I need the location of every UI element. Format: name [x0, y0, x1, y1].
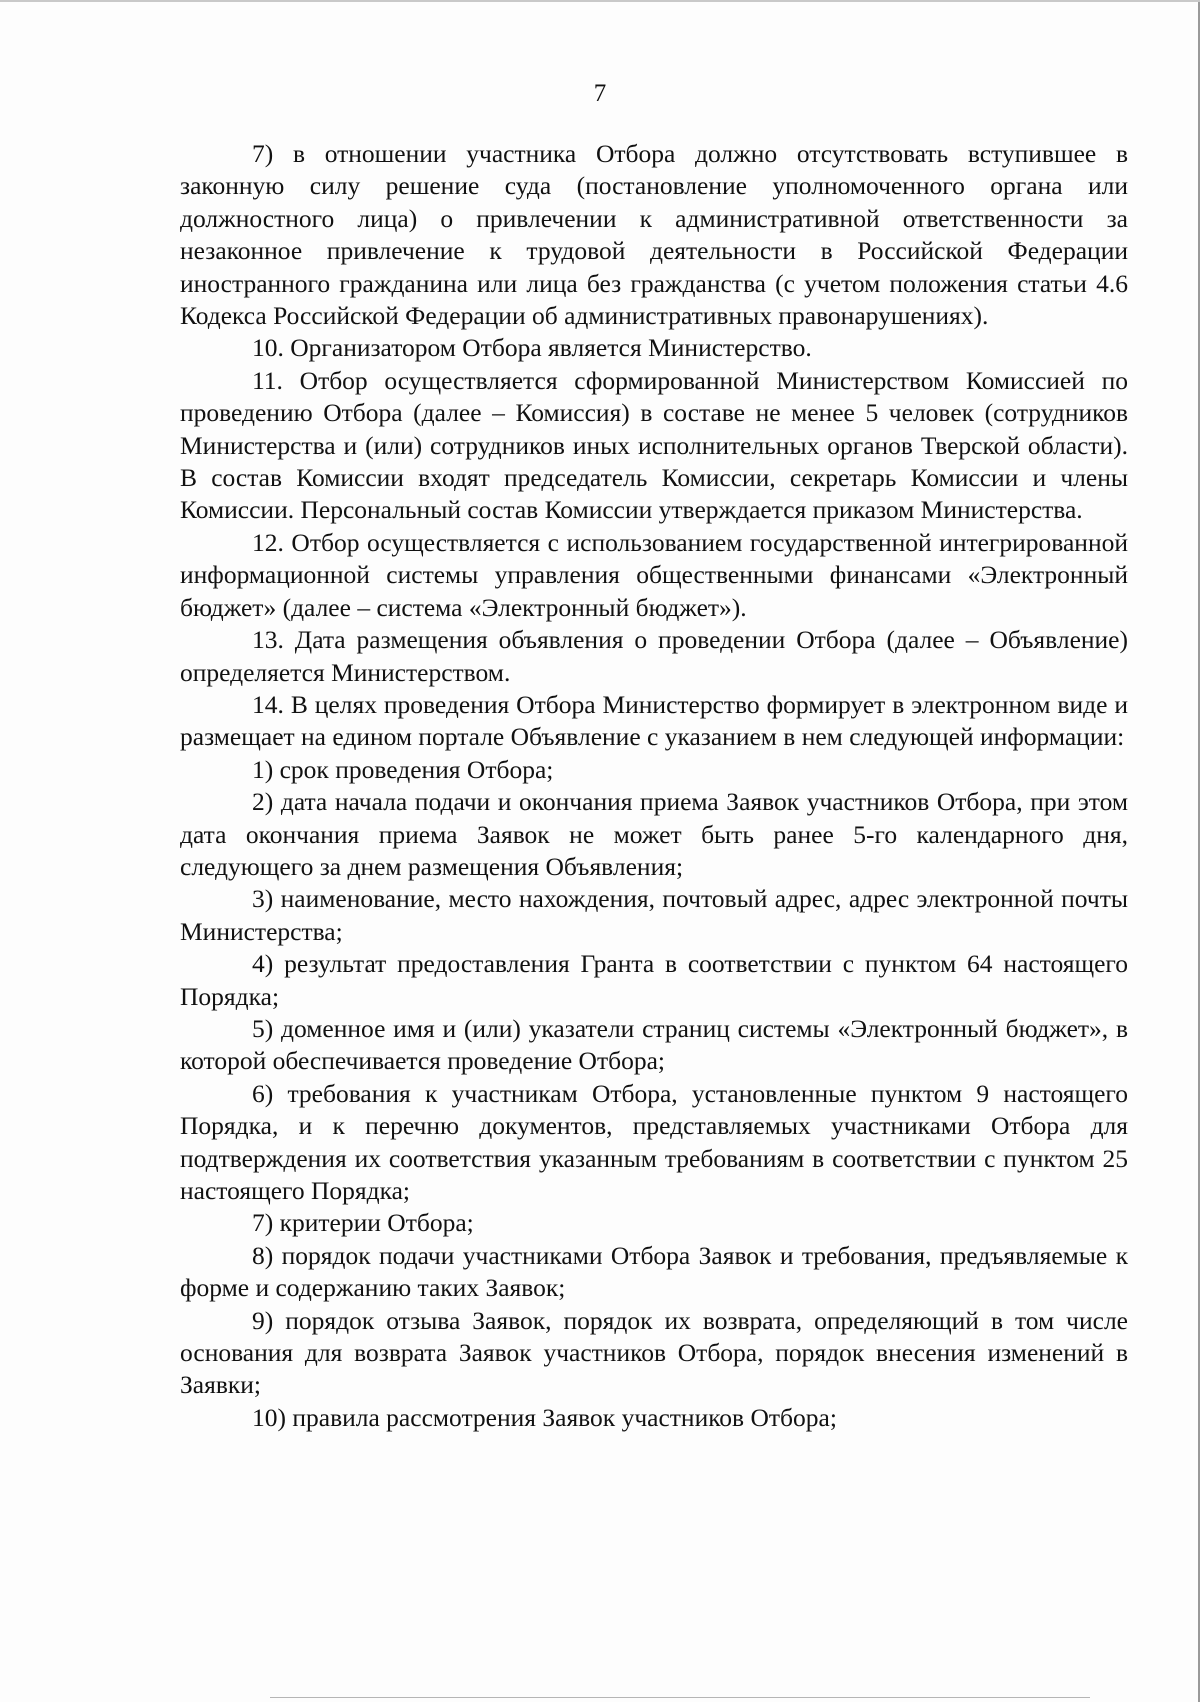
list-item-8: 8) порядок подачи участниками Отбора Заявок и требования, предъявляемые к форме и содержанию таких Заявок;: [180, 1240, 1128, 1303]
document-body: [180, 138, 1128, 1434]
paragraph-13-announcement-date: 13. Дата размещения объявления о проведении Отбора (далее – Объявление) определяется Министерством.: [180, 625, 1128, 687]
list-item-2: 2) дата начала подачи и окончания приема Заявок участников Отбора, при этом дата окончания приема Заявок не может быть ранее 5-го календарного дня, следующего за днем размещения Объявления;: [180, 787, 1128, 881]
list-item-4: 4) результат предоставления Гранта в соответствии с пунктом 64 настоящего Порядка;: [180, 949, 1128, 1011]
scan-edge-top: [0, 0, 1200, 2]
paragraph-11-commission: 11. Отбор осуществляется сформированной Министерством Комиссией по проведению Отбора (далее – Комиссия) в составе не менее 5 человек (сотрудников Министерства и (или) сотрудников иных исполнительных органов Тверской области). В состав Комиссии входят председатель Комиссии, секретарь Комиссии и члены Комиссии. Персональный состав Комиссии утверждается приказом Министерства.: [180, 365, 1128, 525]
paragraph-item-7-requirement: 7) в отношении участника Отбора должно отсутствовать вступившее в законную силу решение суда (постановление уполномоченного органа или должностного лица) о привлечении к административной ответственности за незаконное привлечение к трудовой деятельности в Российской Федерации иностранного гражданина или лица без гражданства (с учетом положения статьи 4.6 Кодекса Российской Федерации об административных правонарушениях).: [180, 139, 1128, 331]
page-number: 7: [593, 80, 607, 107]
paragraph-12-electronic-budget: 12. Отбор осуществляется с использованием государственной интегрированной информационной системы управления общественными финансами «Электронный бюджет» (далее – система «Электронный бюджет»).: [180, 527, 1128, 622]
scan-edge-bottom: [270, 1697, 1090, 1698]
list-item-3: 3) наименование, место нахождения, почтовый адрес, адрес электронной почты Министерства;: [180, 884, 1128, 946]
paragraph-14-announcement-content: 14. В целях проведения Отбора Министерство формирует в электронном виде и размещает на едином портале Объявление с указанием в нем следующей информации:: [180, 689, 1128, 752]
list-item-6: 6) требования к участникам Отбора, установленные пунктом 9 настоящего Порядка, и к перечню документов, представляемых участниками Отбора для подтверждения их соответствия указанным требованиям в соответствии с пунктом 25 настоящего Порядка;: [180, 1078, 1128, 1205]
list-item-1: 1) срок проведения Отбора;: [252, 754, 554, 784]
paragraph-10-organizer: 10. Организатором Отбора является Министерство.: [252, 333, 812, 363]
list-item-10: 10) правила рассмотрения Заявок участников Отбора;: [252, 1402, 837, 1432]
list-item-7: 7) критерии Отбора;: [252, 1208, 474, 1238]
list-item-9: 9) порядок отзыва Заявок, порядок их возврата, определяющий в том числе основания для возврата Заявок участников Отбора, порядок внесения изменений в Заявки;: [180, 1305, 1128, 1400]
list-item-5: 5) доменное имя и (или) указатели страниц системы «Электронный бюджет», в которой обеспечивается проведение Отбора;: [180, 1013, 1128, 1076]
